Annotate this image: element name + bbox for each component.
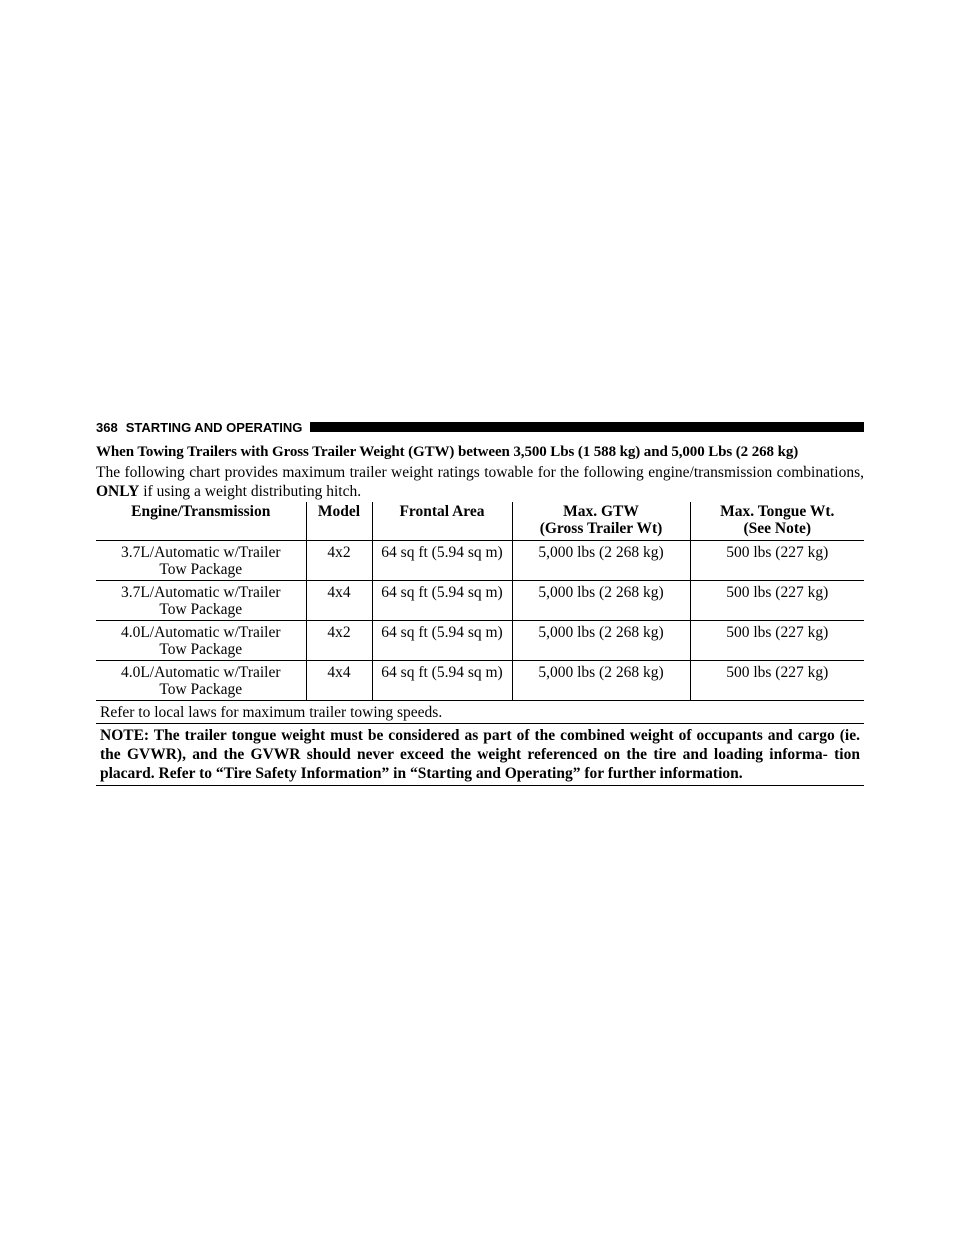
cell-tongue: 500 lbs (227 kg) xyxy=(690,581,864,621)
cell-area: 64 sq ft (5.94 sq m) xyxy=(372,661,512,701)
section-title: STARTING AND OPERATING xyxy=(125,419,303,435)
table-header-row xyxy=(96,502,864,541)
header-rule xyxy=(310,422,864,432)
table-row xyxy=(96,541,864,581)
intro-text-after: if using a weight distributing hitch. xyxy=(139,483,362,500)
cell-model: 4x4 xyxy=(306,661,372,701)
table-row xyxy=(96,661,864,701)
engine-line2: Tow Package xyxy=(159,681,243,698)
header-model-label: Model xyxy=(317,503,361,520)
cell-model: 4x2 xyxy=(306,621,372,661)
engine-line2: Tow Package xyxy=(159,641,243,658)
engine-line1: 3.7L/Automatic w/Trailer xyxy=(120,544,281,561)
cell-model: 4x4 xyxy=(306,581,372,621)
towing-table xyxy=(96,502,864,786)
cell-engine xyxy=(96,661,306,701)
cell-tongue: 500 lbs (227 kg) xyxy=(690,621,864,661)
header-max-gtw-label: Max. GTW xyxy=(563,503,639,520)
engine-line1: 4.0L/Automatic w/Trailer xyxy=(120,664,281,681)
engine-line2: Tow Package xyxy=(159,561,243,578)
speed-laws-note: Refer to local laws for maximum trailer towing speeds. xyxy=(96,701,864,724)
cell-gtw: 5,000 lbs (2 268 kg) xyxy=(512,621,690,661)
engine-line2: Tow Package xyxy=(159,601,243,618)
table-row xyxy=(96,621,864,661)
engine-line1: 4.0L/Automatic w/Trailer xyxy=(120,624,281,641)
page-number: 368 xyxy=(96,419,118,435)
cell-gtw: 5,000 lbs (2 268 kg) xyxy=(512,581,690,621)
cell-engine xyxy=(96,621,306,661)
header-engine xyxy=(96,502,306,541)
towing-heading: When Towing Trailers with Gross Trailer Weight (GTW) between 3,500 Lbs (1 588 kg) and 5,000 Lbs (2 268 kg) xyxy=(96,444,799,460)
page-header xyxy=(96,418,864,436)
cell-area: 64 sq ft (5.94 sq m) xyxy=(372,541,512,581)
cell-tongue: 500 lbs (227 kg) xyxy=(690,661,864,701)
header-model xyxy=(306,502,372,541)
header-frontal-area xyxy=(372,502,512,541)
table-row xyxy=(96,581,864,621)
table-footer-row xyxy=(96,701,864,724)
header-max-gtw xyxy=(512,502,690,541)
cell-gtw: 5,000 lbs (2 268 kg) xyxy=(512,661,690,701)
header-max-tongue-label: Max. Tongue Wt. xyxy=(720,503,835,520)
header-max-gtw-sub: (Gross Trailer Wt) xyxy=(539,520,663,537)
cell-engine xyxy=(96,541,306,581)
cell-model: 4x2 xyxy=(306,541,372,581)
table-note-row xyxy=(96,724,864,786)
cell-area: 64 sq ft (5.94 sq m) xyxy=(372,621,512,661)
intro-text-before: The following chart provides maximum trailer weight ratings towable for the following engine/transmission combinations, xyxy=(96,464,864,481)
cell-gtw: 5,000 lbs (2 268 kg) xyxy=(512,541,690,581)
cell-area: 64 sq ft (5.94 sq m) xyxy=(372,581,512,621)
header-frontal-area-label: Frontal Area xyxy=(399,503,485,520)
intro-paragraph xyxy=(96,463,864,501)
cell-engine xyxy=(96,581,306,621)
tongue-weight-note: NOTE: The trailer tongue weight must be considered as part of the combined weight of occupants and cargo (ie. the GVWR), and the GVWR should never exceed the weight referenced on the tire and loading informa- tion placard. Refer to “Tire Safety Information” in “Starting and Operating” for further information. xyxy=(96,724,864,786)
header-max-tongue-sub: (See Note) xyxy=(743,520,812,537)
cell-tongue: 500 lbs (227 kg) xyxy=(690,541,864,581)
engine-line1: 3.7L/Automatic w/Trailer xyxy=(120,584,281,601)
header-engine-label: Engine/Transmission xyxy=(131,503,271,520)
intro-emphasis: ONLY xyxy=(96,483,140,500)
header-max-tongue xyxy=(690,502,864,541)
